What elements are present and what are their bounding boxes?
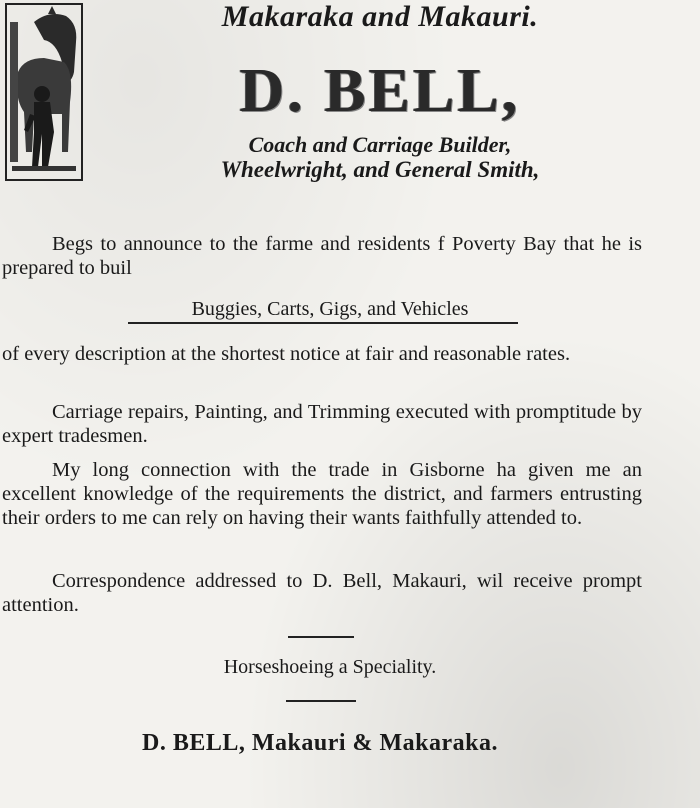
heading-locations: Makaraka and Makauri. xyxy=(221,0,539,33)
trade-description-line-2: Wheelwright, and General Smith, xyxy=(220,157,540,182)
paragraph-correspondence: Correspondence addressed to D. Bell, Makauri, wil receive prompt attention. xyxy=(2,570,642,616)
divider-bottom xyxy=(286,700,356,702)
paragraph-announcement: Begs to announce to the farme and residents f Poverty Bay that he is prepared to buil xyxy=(2,233,642,279)
trade-description-line-1: Coach and Carriage Builder, xyxy=(248,132,512,157)
featured-underline xyxy=(128,322,518,324)
paragraph-rates: of every description at the shortest notice at fair and reasonable rates. xyxy=(2,343,571,365)
horse-and-blacksmith-icon xyxy=(4,2,84,182)
paragraph-connection: My long connection with the trade in Gisborne ha given me an excellent knowledge of the requirements the district, and farmers entrusting their orders to me can rely on having their wants faithfully attended to. xyxy=(2,459,642,529)
footer-signature: D. BELL, Makauri & Makaraka. xyxy=(141,730,499,756)
featured-vehicles-line: Buggies, Carts, Gigs, and Vehicles xyxy=(191,298,469,320)
speciality-line: Horseshoeing a Speciality. xyxy=(223,656,437,678)
business-name: D. BELL, xyxy=(239,57,521,125)
divider-top xyxy=(288,636,354,638)
paragraph-repairs: Carriage repairs, Painting, and Trimming executed with promptitude by expert tradesmen. xyxy=(2,401,642,447)
